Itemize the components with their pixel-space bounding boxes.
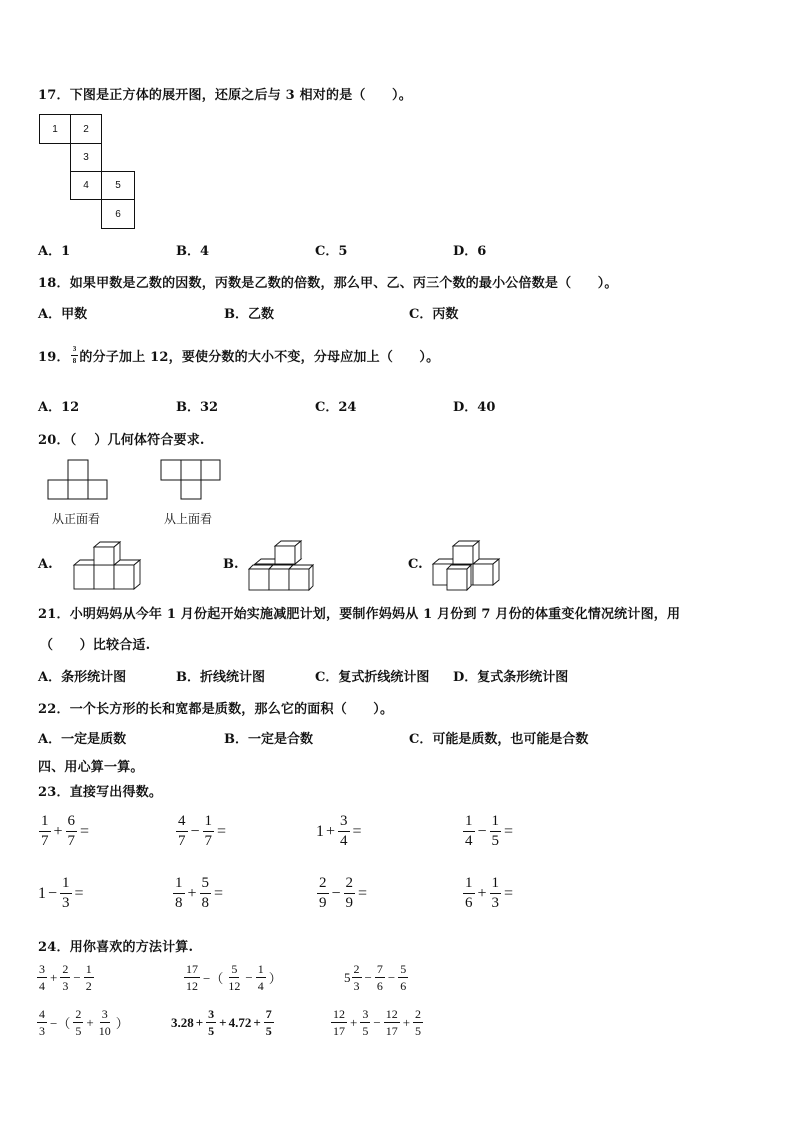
denominator: 4 [465,833,473,849]
numerator: 3 [208,1007,215,1021]
q21-text-continued: （ ）比较合适. [40,638,151,653]
q22-option-c[interactable]: C．可能是质数，也可能是合数 [409,732,589,747]
denominator: 8 [201,895,210,911]
operator: − [331,884,341,902]
operator: = [352,822,362,840]
q17-option-c[interactable]: C．5 [315,244,348,259]
q19-option-a[interactable]: A．12 [38,400,80,415]
numerator: 1 [463,814,475,832]
denominator: 3 [353,979,360,993]
q24-item [36,1008,131,1037]
numerator: 2 [353,962,360,976]
numerator: 1 [490,814,502,832]
q24-item [36,963,95,992]
operator: = [217,822,227,840]
numerator: 4 [176,814,188,832]
q21-text: 21．小明妈妈从今年 1 月份起开始实施减肥计划，要制作妈妈从 1 月份到 7 月份的体重变化情况统计图，用 [38,607,681,622]
denominator: 17 [333,1024,345,1038]
net-cell-2: 2 [70,114,102,144]
q19-option-d[interactable]: D．40 [453,400,496,415]
fraction [84,963,94,992]
q23-item [316,876,369,911]
operator: = [74,884,84,902]
net-cell-6: 6 [101,199,135,229]
q20-option-b-solid [247,540,319,592]
operator: − [373,1014,381,1030]
denominator: 12 [186,979,198,993]
numerator: 3 [101,1007,108,1021]
operator: ） [268,971,282,986]
denominator: 4 [257,979,264,993]
q22-option-a[interactable]: A．一定是质数 [38,732,127,747]
number: 4.72 [228,1014,252,1030]
denominator: 12 [228,979,241,993]
operator: + [326,822,336,840]
q17-text: 17．下图是正方体的展开图，还原之后与 3 相对的是（ ）。 [38,88,412,103]
net-cell-1: 1 [39,114,71,144]
numerator: 1 [39,814,51,832]
numerator: 5 [231,962,238,976]
numerator: 2 [62,962,69,976]
fraction [344,876,356,911]
operator: + [86,1014,94,1030]
numerator: 1 [257,962,264,976]
denominator: 5 [75,1024,82,1038]
q24-text: 24．用你喜欢的方法计算. [38,940,194,955]
front-view-label: 从正面看 [52,512,101,526]
q20-text: 20．（ ）几何体符合要求. [38,433,205,448]
fraction [73,1008,83,1037]
front-view-figure [48,460,108,500]
denominator: 5 [415,1024,422,1038]
q23-item [462,814,515,849]
q20-option-c[interactable]: C. [408,557,423,572]
operator: − [364,969,372,985]
fraction [463,814,475,849]
operator: = [358,884,368,902]
operator: + [402,1014,411,1030]
denominator: 17 [385,1024,398,1038]
numerator: 2 [344,876,356,894]
numerator: 3 [39,962,45,976]
fraction [256,963,266,992]
fraction [173,876,185,911]
fraction [463,876,475,911]
q23-item [316,814,364,849]
top-view-figure [161,460,221,500]
numerator: 17 [186,962,198,976]
fraction [317,876,329,911]
q17-option-a[interactable]: A．1 [38,244,71,259]
denominator: 3 [39,1024,45,1038]
operator: = [80,822,90,840]
denominator: 9 [319,895,327,911]
operator: = [504,884,514,902]
operator: − [48,884,58,902]
number: 1 [38,884,46,902]
q23-item [172,876,225,911]
q24-item [171,1008,275,1037]
fraction [37,963,47,992]
fraction [264,1008,274,1037]
q21-option-d[interactable]: D．复式条形统计图 [453,670,569,685]
q22-text: 22．一个长方形的长和宽都是质数，那么它的面积（ ）。 [38,702,394,717]
denominator: 7 [41,833,49,849]
denominator: 3 [62,979,69,993]
q24-item [183,963,284,992]
denominator: 5 [491,833,500,849]
operator: −（ [203,971,224,986]
fraction [97,1008,113,1037]
q20-option-a-solid [72,542,144,592]
numerator: 3 [362,1007,369,1021]
numerator: 1 [85,962,92,976]
net-cell-4: 4 [70,171,102,200]
fraction [39,814,51,849]
numerator: 1 [60,876,72,894]
fraction [206,1008,216,1037]
operator: −（ [50,1016,71,1031]
numerator: 6 [66,814,78,832]
fraction [490,814,502,849]
numerator: 2 [75,1007,82,1021]
operator: + [195,1014,204,1030]
net-cell-3: 3 [70,143,102,172]
fraction [184,963,200,992]
operator: − [477,822,487,840]
numerator: 3 [338,814,350,832]
q19-option-b[interactable]: B．32 [176,400,219,415]
q18-option-a[interactable]: A．甲数 [38,307,88,322]
numerator: 4 [39,1007,45,1021]
q20-option-b[interactable]: B. [223,557,239,572]
fraction [352,963,362,992]
denominator: 10 [98,1024,111,1038]
q23-text: 23．直接写出得数。 [38,785,163,800]
q23-item [175,814,228,849]
operator: + [50,969,58,985]
numerator: 7 [265,1007,272,1021]
q22-option-b[interactable]: B．一定是合数 [224,732,313,747]
q17-option-b[interactable]: B．4 [176,244,210,259]
denominator: 2 [85,979,92,993]
denominator: 4 [39,979,45,993]
number: 5 [344,969,351,985]
fraction [490,876,502,911]
q21-option-a[interactable]: A．条形统计图 [38,670,127,685]
number: 1 [316,822,324,840]
fraction [37,1008,47,1037]
operator: + [477,884,487,902]
q23-item [38,876,86,911]
fraction [66,814,78,849]
fraction [375,963,385,992]
operator: − [73,969,81,985]
fraction [384,1008,400,1037]
numerator: 12 [333,1007,345,1021]
fraction [200,876,212,911]
q23-item [462,876,515,911]
operator: + [187,884,197,902]
fraction [413,1008,423,1037]
q20-option-c-solid [431,540,503,592]
denominator: 4 [340,833,348,849]
q20-option-a[interactable]: A. [38,557,53,572]
denominator: 6 [400,979,407,993]
operator: + [253,1014,261,1030]
denominator: 8 [175,895,183,911]
numerator: 5 [200,876,212,894]
fraction [331,1008,347,1037]
q19-option-c[interactable]: C．24 [315,400,357,415]
q18-option-c[interactable]: C．丙数 [409,307,459,322]
numerator: 2 [317,876,329,894]
numerator: 7 [376,962,383,976]
numerator: 1 [173,876,185,894]
numerator: 12 [385,1007,398,1021]
denominator: 5 [208,1024,215,1038]
operator: − [387,969,396,985]
fraction [60,963,70,992]
numerator: 1 [463,876,475,894]
number: 3.28 [171,1014,194,1030]
numerator: 2 [415,1007,422,1021]
q24-item [344,963,409,992]
fraction [176,814,188,849]
denominator: 6 [465,895,473,911]
operator: = [214,884,224,902]
denominator: 6 [376,979,383,993]
top-view-label: 从上面看 [164,512,213,526]
operator: ） [115,1016,129,1031]
denominator: 9 [345,895,354,911]
q18-option-b[interactable]: B．乙数 [224,307,274,322]
operator: = [504,822,514,840]
q17-option-d[interactable]: D．6 [453,244,487,259]
operator: + [219,1014,227,1030]
numerator: 1 [490,876,502,894]
denominator: 7 [178,833,186,849]
fraction [338,814,350,849]
fraction [203,814,215,849]
denominator: 3 [491,895,500,911]
numerator: 5 [400,962,407,976]
denominator: 3 [62,895,70,911]
q19-fraction: $\frac{3}{8}$ [72,345,77,365]
operator: + [53,822,63,840]
operator: + [350,1014,358,1030]
denominator: 5 [362,1024,369,1038]
q21-option-c[interactable]: C．复式折线统计图 [315,670,430,685]
q19-stem: 的分子加上 12，要使分数的大小不变，分母应加上（ ）。 [79,350,440,365]
q21-option-b[interactable]: B．折线统计图 [176,670,265,685]
operator: − [245,969,253,985]
fraction [360,1008,370,1037]
q24-item [330,1008,424,1037]
net-cell-5: 5 [101,171,135,200]
denominator: 5 [265,1024,272,1038]
operator: − [190,822,200,840]
q19-number: 19． [38,350,70,365]
denominator: 7 [204,833,213,849]
fraction [398,963,408,992]
fraction [60,876,72,911]
section-heading: 四、用心算一算。 [38,760,144,775]
fraction [226,963,242,992]
numerator: 1 [203,814,215,832]
q19-text [38,346,439,365]
q23-item [38,814,91,849]
q18-text: 18．如果甲数是乙数的因数，丙数是乙数的倍数，那么甲、乙、丙三个数的最小公倍数是（ ）。 [38,276,618,291]
denominator: 7 [67,833,76,849]
